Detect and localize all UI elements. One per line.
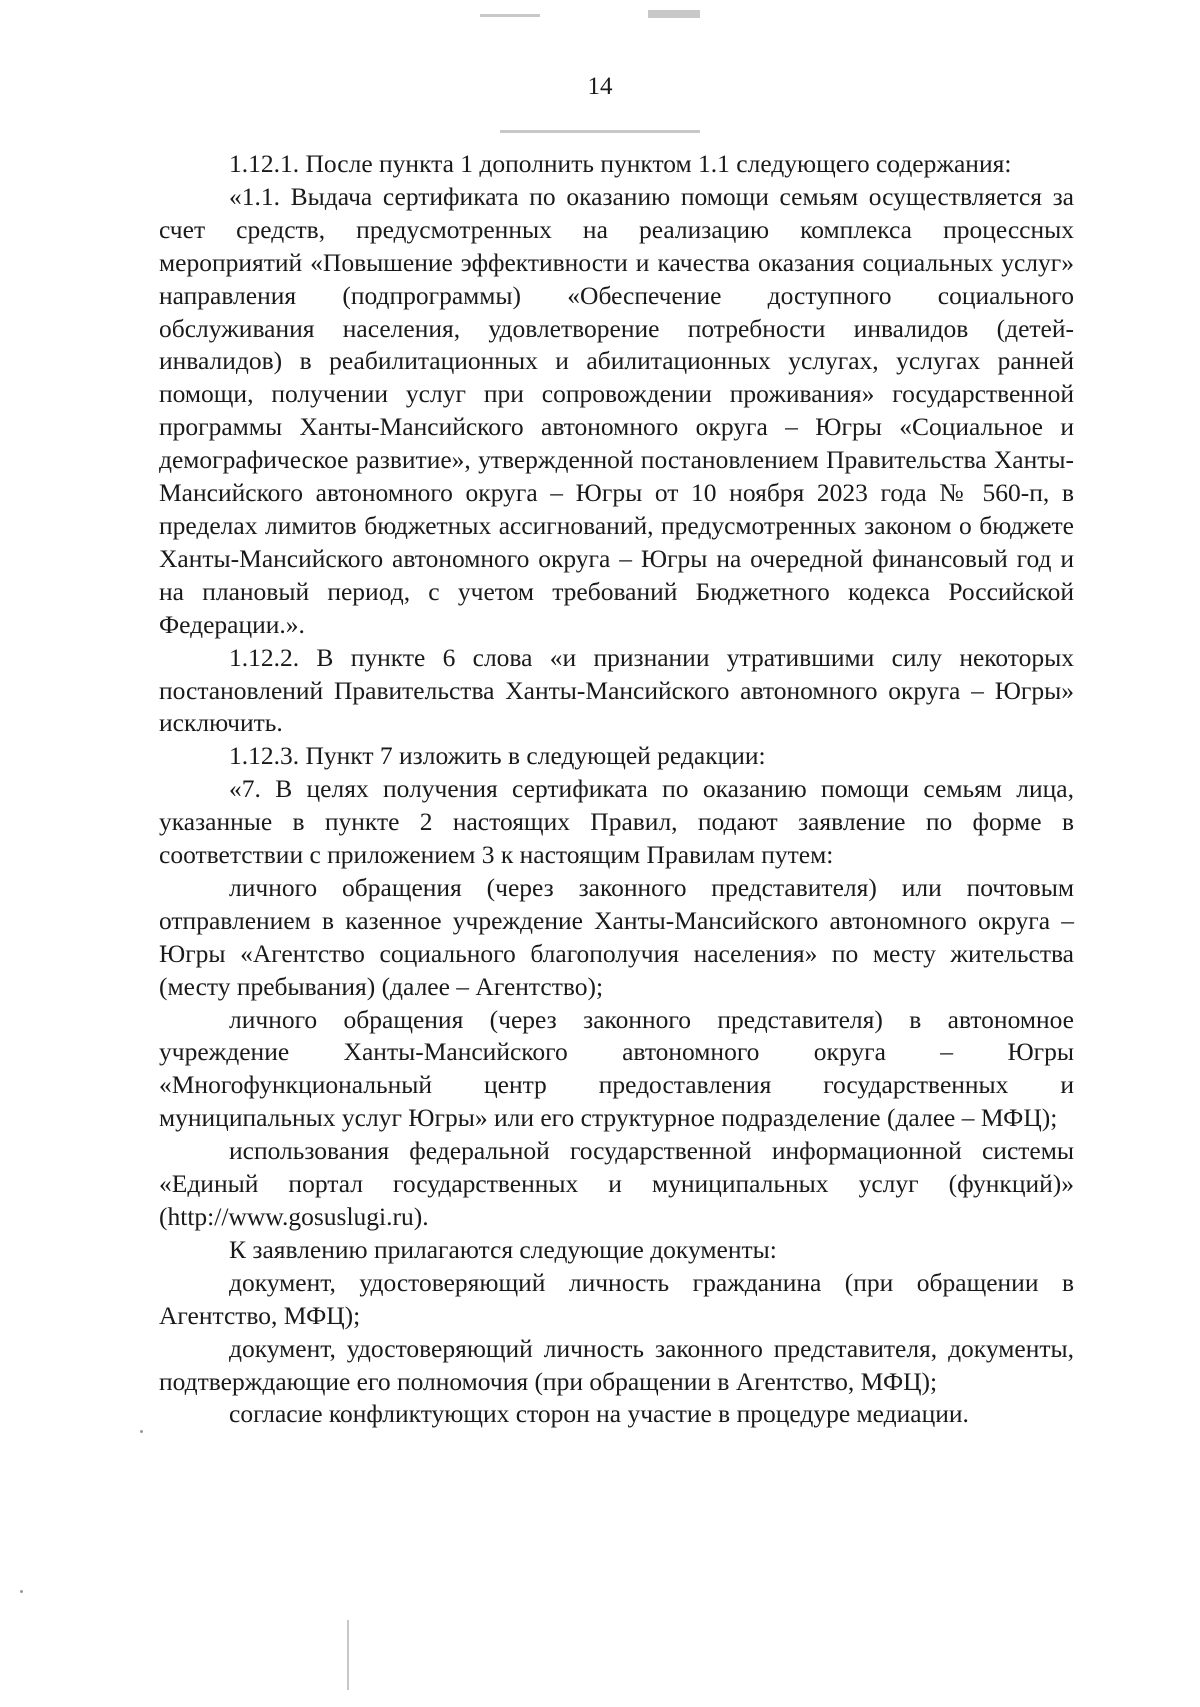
scan-artifact: [648, 10, 700, 18]
scan-speck: [140, 1430, 143, 1433]
paragraph: согласие конфликтующих сторон на участие в процедуре медиации.: [229, 1399, 969, 1429]
document-body: [159, 148, 1074, 1431]
paragraph: «7. В целях получения сертификата по оказанию помощи семьям лица, указанные в пункте 2 настоящих Правил, подают заявление по форме в соответствии с приложением 3 к настоящим Правилам путем:: [159, 774, 1074, 870]
scan-artifact: [347, 1620, 349, 1690]
scan-artifact: [500, 130, 700, 133]
paragraph: 1.12.3. Пункт 7 изложить в следующей редакции:: [229, 741, 766, 771]
paragraph: «1.1. Выдача сертификата по оказанию помощи семьям осуществляется за счет средств, предусмотренных на реализацию комплекса процессных мероприятий «Повышение эффективности и качества оказания социальных услуг» направления (подпрограммы) «Обеспечение доступного социального обслуживания населения, удовлетворение потребности инвалидов (детей-инвалидов) в реабилитационных и абилитационных услугах, услугах ранней помощи, получении услуг при сопровождении проживания» государственной программы Ханты-Мансийского автономного округа – Югры «Социальное и демографическое развитие», утвержденной постановлением Правительства Ханты-Мансийского автономного округа – Югры от 10 ноября 2023 года № 560-п, в пределах лимитов бюджетных ассигнований, предусмотренных законом о бюджете Ханты-Мансийского автономного округа – Югры на очередной финансовый год и на плановый период, с учетом требований Бюджетного кодекса Российской Федерации.».: [159, 181, 1074, 639]
paragraph: 1.12.1. После пункта 1 дополнить пунктом 1.1 следующего содержания:: [229, 149, 1012, 178]
paragraph: документ, удостоверяющий личность гражданина (при обращении в Агентство, МФЦ);: [159, 1267, 1074, 1330]
page-number: 14: [587, 73, 613, 100]
paragraph: К заявлению прилагаются следующие документы:: [229, 1234, 777, 1264]
scan-artifact: [480, 14, 540, 17]
paragraph: использования федеральной государственной информационной системы «Единый портал государственных и муниципальных услуг (функций)» (http://www.gosuslugi.ru).: [159, 1136, 1074, 1231]
paragraph: личного обращения (через законного представителя) в автономное учреждение Ханты-Мансийского автономного округа – Югры «Многофункциональный центр предоставления государственных и муниципальных услуг Югры» или его структурное подразделение (далее – МФЦ);: [159, 1004, 1074, 1133]
paragraph: личного обращения (через законного представителя) или почтовым отправлением в казенное учреждение Ханты-Мансийского автономного округа – Югры «Агентство социального благополучия населения» по месту жительства (месту пребывания) (далее – Агентство);: [159, 872, 1074, 1001]
scan-speck: [20, 1590, 23, 1593]
paragraph: документ, удостоверяющий личность законного представителя, документы, подтверждающие его полномочия (при обращении в Агентство, МФЦ);: [159, 1333, 1074, 1396]
paragraph: 1.12.2. В пункте 6 слова «и признании утратившими силу некоторых постановлений Правительства Ханты-Мансийского автономного округа – Югры» исключить.: [159, 642, 1074, 738]
